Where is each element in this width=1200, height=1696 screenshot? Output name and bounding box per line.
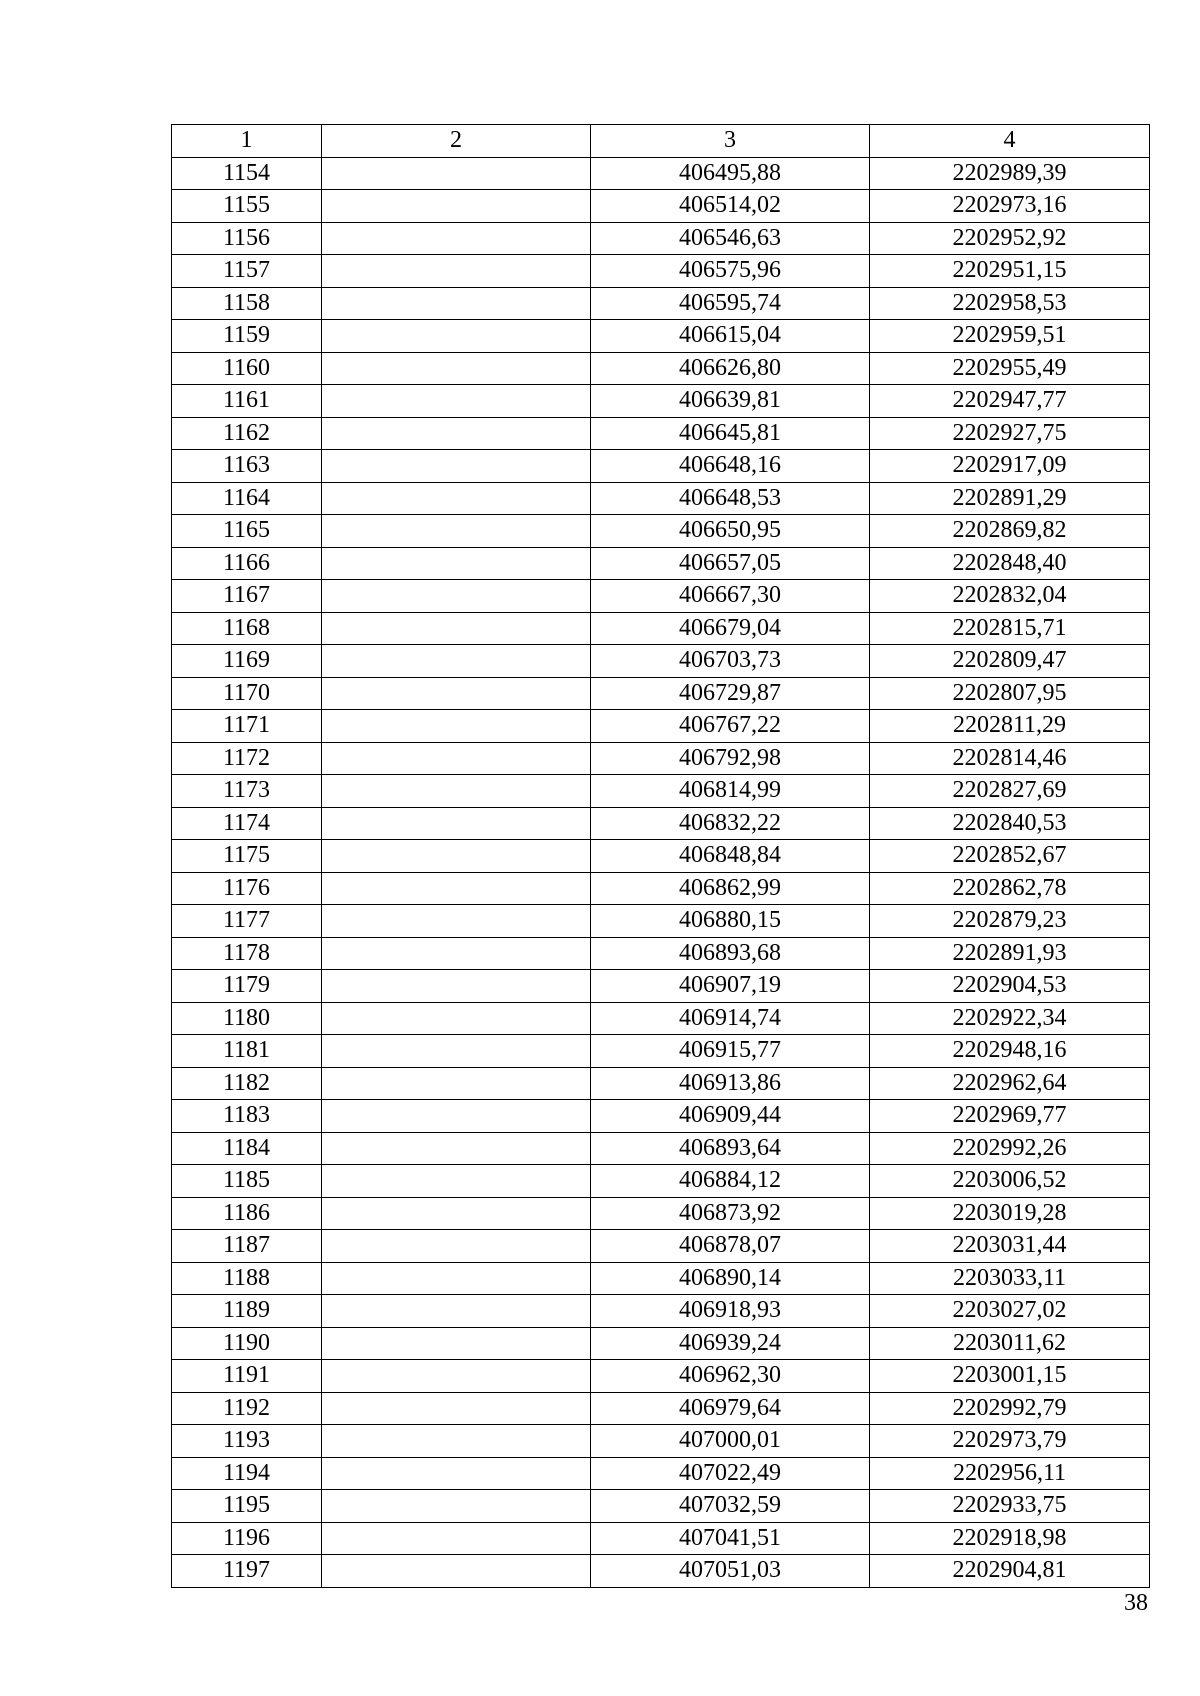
column-header-3: 3 [591, 125, 870, 158]
x-coordinate-cell: 406639,81 [591, 385, 870, 418]
y-coordinate-cell: 2202904,81 [870, 1555, 1150, 1588]
table-row [172, 482, 1150, 515]
point-number-cell: 1176 [172, 872, 322, 905]
x-coordinate-cell: 406884,12 [591, 1165, 870, 1198]
point-number-cell: 1165 [172, 515, 322, 548]
table-row [172, 1392, 1150, 1425]
y-coordinate-cell: 2202958,53 [870, 287, 1150, 320]
y-coordinate-cell: 2202811,29 [870, 710, 1150, 743]
point-number-cell: 1162 [172, 417, 322, 450]
x-coordinate-cell: 406657,05 [591, 547, 870, 580]
point-number-cell: 1186 [172, 1197, 322, 1230]
column-2-cell [322, 1262, 591, 1295]
y-coordinate-cell: 2202917,09 [870, 450, 1150, 483]
table-row [172, 287, 1150, 320]
table-row [172, 1555, 1150, 1588]
x-coordinate-cell: 406814,99 [591, 775, 870, 808]
column-2-cell [322, 190, 591, 223]
table-row [172, 970, 1150, 1003]
point-number-cell: 1187 [172, 1230, 322, 1263]
table-row [172, 840, 1150, 873]
column-2-cell [322, 1392, 591, 1425]
column-2-cell [322, 1360, 591, 1393]
y-coordinate-cell: 2202955,49 [870, 352, 1150, 385]
column-2-cell [322, 1230, 591, 1263]
y-coordinate-cell: 2203011,62 [870, 1327, 1150, 1360]
table-row [172, 320, 1150, 353]
point-number-cell: 1178 [172, 937, 322, 970]
table-body [172, 157, 1150, 1587]
column-2-cell [322, 1522, 591, 1555]
x-coordinate-cell: 406873,92 [591, 1197, 870, 1230]
column-2-cell [322, 1457, 591, 1490]
column-2-cell [322, 1165, 591, 1198]
x-coordinate-cell: 406893,68 [591, 937, 870, 970]
column-2-cell [322, 710, 591, 743]
x-coordinate-cell: 406514,02 [591, 190, 870, 223]
table-row [172, 612, 1150, 645]
table-row [172, 255, 1150, 288]
column-2-cell [322, 1490, 591, 1523]
x-coordinate-cell: 406880,15 [591, 905, 870, 938]
column-2-cell [322, 775, 591, 808]
table-row [172, 872, 1150, 905]
x-coordinate-cell: 406907,19 [591, 970, 870, 1003]
table-row [172, 417, 1150, 450]
y-coordinate-cell: 2202973,79 [870, 1425, 1150, 1458]
table-row [172, 1360, 1150, 1393]
y-coordinate-cell: 2202832,04 [870, 580, 1150, 613]
column-2-cell [322, 905, 591, 938]
table-row [172, 1197, 1150, 1230]
column-2-cell [322, 1132, 591, 1165]
x-coordinate-cell: 406909,44 [591, 1100, 870, 1133]
coordinates-table [171, 124, 1150, 1588]
y-coordinate-cell: 2202891,29 [870, 482, 1150, 515]
column-2-cell [322, 417, 591, 450]
y-coordinate-cell: 2202918,98 [870, 1522, 1150, 1555]
table-row [172, 515, 1150, 548]
column-2-cell [322, 1035, 591, 1068]
point-number-cell: 1188 [172, 1262, 322, 1295]
y-coordinate-cell: 2202862,78 [870, 872, 1150, 905]
table-row [172, 1067, 1150, 1100]
column-2-cell [322, 1197, 591, 1230]
column-2-cell [322, 580, 591, 613]
point-number-cell: 1160 [172, 352, 322, 385]
point-number-cell: 1183 [172, 1100, 322, 1133]
table-row [172, 807, 1150, 840]
column-2-cell [322, 515, 591, 548]
x-coordinate-cell: 406918,93 [591, 1295, 870, 1328]
table-row [172, 450, 1150, 483]
point-number-cell: 1181 [172, 1035, 322, 1068]
point-number-cell: 1184 [172, 1132, 322, 1165]
y-coordinate-cell: 2203001,15 [870, 1360, 1150, 1393]
point-number-cell: 1185 [172, 1165, 322, 1198]
point-number-cell: 1166 [172, 547, 322, 580]
x-coordinate-cell: 407051,03 [591, 1555, 870, 1588]
y-coordinate-cell: 2203031,44 [870, 1230, 1150, 1263]
point-number-cell: 1189 [172, 1295, 322, 1328]
point-number-cell: 1182 [172, 1067, 322, 1100]
y-coordinate-cell: 2202927,75 [870, 417, 1150, 450]
y-coordinate-cell: 2202992,79 [870, 1392, 1150, 1425]
y-coordinate-cell: 2202947,77 [870, 385, 1150, 418]
y-coordinate-cell: 2202973,16 [870, 190, 1150, 223]
page-number: 38 [1124, 1590, 1148, 1616]
table-row [172, 580, 1150, 613]
column-2-cell [322, 1100, 591, 1133]
point-number-cell: 1194 [172, 1457, 322, 1490]
x-coordinate-cell: 406729,87 [591, 677, 870, 710]
y-coordinate-cell: 2203027,02 [870, 1295, 1150, 1328]
point-number-cell: 1195 [172, 1490, 322, 1523]
point-number-cell: 1180 [172, 1002, 322, 1035]
y-coordinate-cell: 2202814,46 [870, 742, 1150, 775]
y-coordinate-cell: 2203006,52 [870, 1165, 1150, 1198]
point-number-cell: 1190 [172, 1327, 322, 1360]
y-coordinate-cell: 2202951,15 [870, 255, 1150, 288]
column-2-cell [322, 937, 591, 970]
point-number-cell: 1179 [172, 970, 322, 1003]
point-number-cell: 1163 [172, 450, 322, 483]
table-row [172, 547, 1150, 580]
point-number-cell: 1161 [172, 385, 322, 418]
column-2-cell [322, 222, 591, 255]
x-coordinate-cell: 406495,88 [591, 157, 870, 190]
table-row [172, 1327, 1150, 1360]
x-coordinate-cell: 406939,24 [591, 1327, 870, 1360]
x-coordinate-cell: 406626,80 [591, 352, 870, 385]
point-number-cell: 1158 [172, 287, 322, 320]
column-2-cell [322, 840, 591, 873]
y-coordinate-cell: 2203019,28 [870, 1197, 1150, 1230]
point-number-cell: 1193 [172, 1425, 322, 1458]
table-row [172, 190, 1150, 223]
point-number-cell: 1159 [172, 320, 322, 353]
x-coordinate-cell: 406648,16 [591, 450, 870, 483]
column-2-cell [322, 482, 591, 515]
y-coordinate-cell: 2202992,26 [870, 1132, 1150, 1165]
point-number-cell: 1169 [172, 645, 322, 678]
point-number-cell: 1197 [172, 1555, 322, 1588]
point-number-cell: 1196 [172, 1522, 322, 1555]
x-coordinate-cell: 406848,84 [591, 840, 870, 873]
x-coordinate-cell: 406914,74 [591, 1002, 870, 1035]
table-row [172, 645, 1150, 678]
column-header-1: 1 [172, 125, 322, 158]
table-header-row [172, 125, 1150, 158]
table-row [172, 1490, 1150, 1523]
column-2-cell [322, 612, 591, 645]
table-row [172, 1100, 1150, 1133]
y-coordinate-cell: 2202840,53 [870, 807, 1150, 840]
table-row [172, 352, 1150, 385]
x-coordinate-cell: 406667,30 [591, 580, 870, 613]
y-coordinate-cell: 2202827,69 [870, 775, 1150, 808]
column-2-cell [322, 1327, 591, 1360]
y-coordinate-cell: 2202989,39 [870, 157, 1150, 190]
column-2-cell [322, 547, 591, 580]
x-coordinate-cell: 406703,73 [591, 645, 870, 678]
column-2-cell [322, 157, 591, 190]
point-number-cell: 1154 [172, 157, 322, 190]
table-row [172, 1230, 1150, 1263]
x-coordinate-cell: 406832,22 [591, 807, 870, 840]
column-2-cell [322, 1555, 591, 1588]
x-coordinate-cell: 406792,98 [591, 742, 870, 775]
x-coordinate-cell: 407032,59 [591, 1490, 870, 1523]
table-row [172, 1165, 1150, 1198]
column-2-cell [322, 450, 591, 483]
y-coordinate-cell: 2202933,75 [870, 1490, 1150, 1523]
table-row [172, 1295, 1150, 1328]
point-number-cell: 1157 [172, 255, 322, 288]
table-row [172, 1002, 1150, 1035]
table-row [172, 1262, 1150, 1295]
y-coordinate-cell: 2202815,71 [870, 612, 1150, 645]
x-coordinate-cell: 407000,01 [591, 1425, 870, 1458]
column-2-cell [322, 742, 591, 775]
x-coordinate-cell: 406650,95 [591, 515, 870, 548]
column-2-cell [322, 1067, 591, 1100]
y-coordinate-cell: 2202948,16 [870, 1035, 1150, 1068]
x-coordinate-cell: 406767,22 [591, 710, 870, 743]
table-row [172, 1035, 1150, 1068]
y-coordinate-cell: 2202962,64 [870, 1067, 1150, 1100]
column-2-cell [322, 872, 591, 905]
table-row [172, 742, 1150, 775]
y-coordinate-cell: 2202959,51 [870, 320, 1150, 353]
x-coordinate-cell: 406679,04 [591, 612, 870, 645]
y-coordinate-cell: 2202904,53 [870, 970, 1150, 1003]
column-2-cell [322, 287, 591, 320]
y-coordinate-cell: 2202969,77 [870, 1100, 1150, 1133]
point-number-cell: 1192 [172, 1392, 322, 1425]
y-coordinate-cell: 2202852,67 [870, 840, 1150, 873]
x-coordinate-cell: 406915,77 [591, 1035, 870, 1068]
table-row [172, 385, 1150, 418]
table-row [172, 937, 1150, 970]
column-2-cell [322, 970, 591, 1003]
y-coordinate-cell: 2202952,92 [870, 222, 1150, 255]
x-coordinate-cell: 406878,07 [591, 1230, 870, 1263]
column-2-cell [322, 1295, 591, 1328]
x-coordinate-cell: 406615,04 [591, 320, 870, 353]
point-number-cell: 1164 [172, 482, 322, 515]
table-row [172, 1522, 1150, 1555]
column-header-4: 4 [870, 125, 1150, 158]
x-coordinate-cell: 406862,99 [591, 872, 870, 905]
column-2-cell [322, 807, 591, 840]
column-2-cell [322, 385, 591, 418]
y-coordinate-cell: 2202879,23 [870, 905, 1150, 938]
point-number-cell: 1174 [172, 807, 322, 840]
table-row [172, 775, 1150, 808]
point-number-cell: 1177 [172, 905, 322, 938]
table-row [172, 222, 1150, 255]
x-coordinate-cell: 406648,53 [591, 482, 870, 515]
point-number-cell: 1171 [172, 710, 322, 743]
point-number-cell: 1191 [172, 1360, 322, 1393]
table-row [172, 1132, 1150, 1165]
y-coordinate-cell: 2202848,40 [870, 547, 1150, 580]
x-coordinate-cell: 406962,30 [591, 1360, 870, 1393]
y-coordinate-cell: 2202922,34 [870, 1002, 1150, 1035]
point-number-cell: 1155 [172, 190, 322, 223]
x-coordinate-cell: 406575,96 [591, 255, 870, 288]
y-coordinate-cell: 2202891,93 [870, 937, 1150, 970]
y-coordinate-cell: 2202956,11 [870, 1457, 1150, 1490]
y-coordinate-cell: 2202809,47 [870, 645, 1150, 678]
table-row [172, 905, 1150, 938]
x-coordinate-cell: 406979,64 [591, 1392, 870, 1425]
x-coordinate-cell: 406645,81 [591, 417, 870, 450]
table-row [172, 677, 1150, 710]
column-2-cell [322, 255, 591, 288]
point-number-cell: 1167 [172, 580, 322, 613]
table-row [172, 157, 1150, 190]
point-number-cell: 1170 [172, 677, 322, 710]
x-coordinate-cell: 407041,51 [591, 1522, 870, 1555]
x-coordinate-cell: 407022,49 [591, 1457, 870, 1490]
column-2-cell [322, 1002, 591, 1035]
y-coordinate-cell: 2202807,95 [870, 677, 1150, 710]
point-number-cell: 1172 [172, 742, 322, 775]
point-number-cell: 1173 [172, 775, 322, 808]
x-coordinate-cell: 406893,64 [591, 1132, 870, 1165]
point-number-cell: 1156 [172, 222, 322, 255]
table-row [172, 710, 1150, 743]
x-coordinate-cell: 406546,63 [591, 222, 870, 255]
column-header-2: 2 [322, 125, 591, 158]
table-row [172, 1457, 1150, 1490]
x-coordinate-cell: 406890,14 [591, 1262, 870, 1295]
column-2-cell [322, 320, 591, 353]
y-coordinate-cell: 2202869,82 [870, 515, 1150, 548]
point-number-cell: 1168 [172, 612, 322, 645]
table-row [172, 1425, 1150, 1458]
x-coordinate-cell: 406913,86 [591, 1067, 870, 1100]
column-2-cell [322, 1425, 591, 1458]
point-number-cell: 1175 [172, 840, 322, 873]
column-2-cell [322, 352, 591, 385]
x-coordinate-cell: 406595,74 [591, 287, 870, 320]
column-2-cell [322, 677, 591, 710]
y-coordinate-cell: 2203033,11 [870, 1262, 1150, 1295]
column-2-cell [322, 645, 591, 678]
